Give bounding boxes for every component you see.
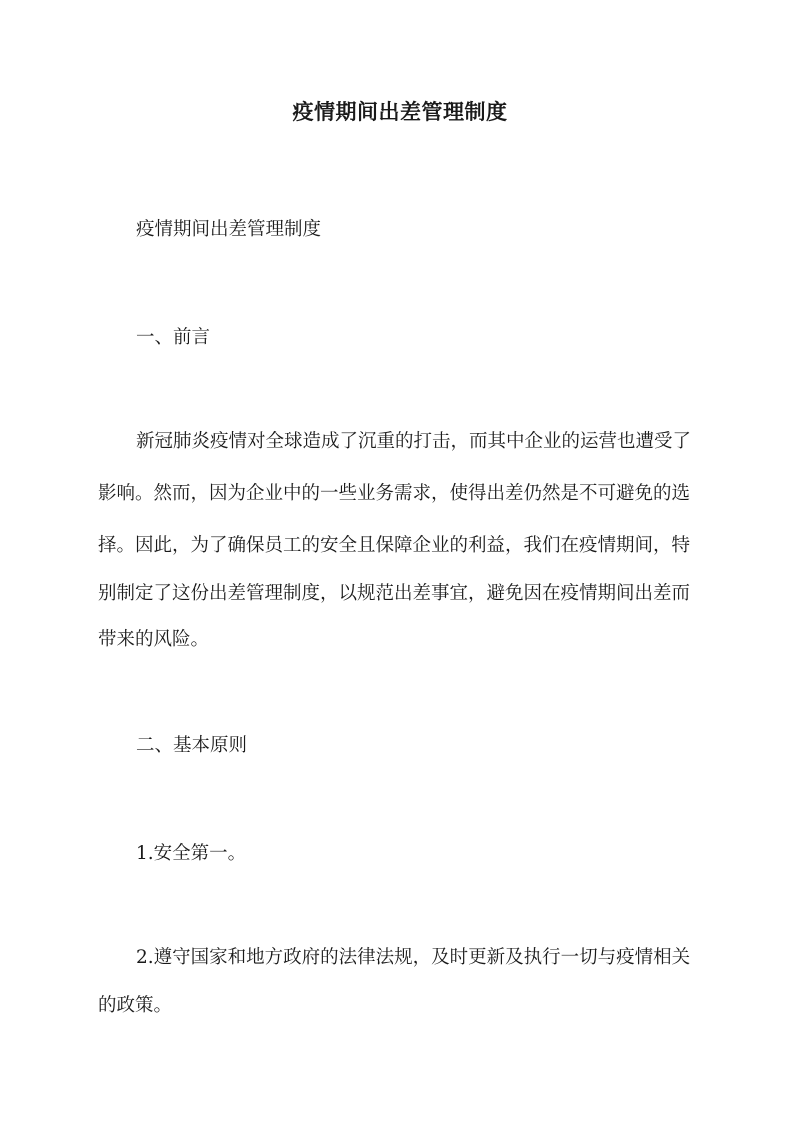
section-heading-preface: 一、前言: [136, 327, 211, 348]
principle-item-2-line-2: 的政策。: [98, 995, 173, 1016]
principle-item-1: 1.安全第一。: [136, 843, 247, 864]
document-title: 疫情期间出差管理制度: [292, 99, 508, 124]
intro-line-1: 新冠肺炎疫情对全球造成了沉重的打击，而其中企业的运营也遭受了: [136, 431, 692, 452]
intro-line-2: 影响。然而，因为企业中的一些业务需求，使得出差仍然是不可避免的选: [98, 483, 691, 504]
intro-line-4: 别制定了这份出差管理制度，以规范出差事宜，避免因在疫情期间出差而: [98, 583, 691, 604]
section-heading-principles: 二、基本原则: [136, 735, 248, 756]
intro-line-5: 带来的风险。: [98, 629, 210, 650]
document-subtitle: 疫情期间出差管理制度: [136, 219, 322, 240]
intro-line-3: 择。因此，为了确保员工的安全且保障企业的利益，我们在疫情期间，特: [98, 535, 691, 556]
principle-item-2-line-1: 2.遵守国家和地方政府的法律法规，及时更新及执行一切与疫情相关: [136, 947, 691, 968]
